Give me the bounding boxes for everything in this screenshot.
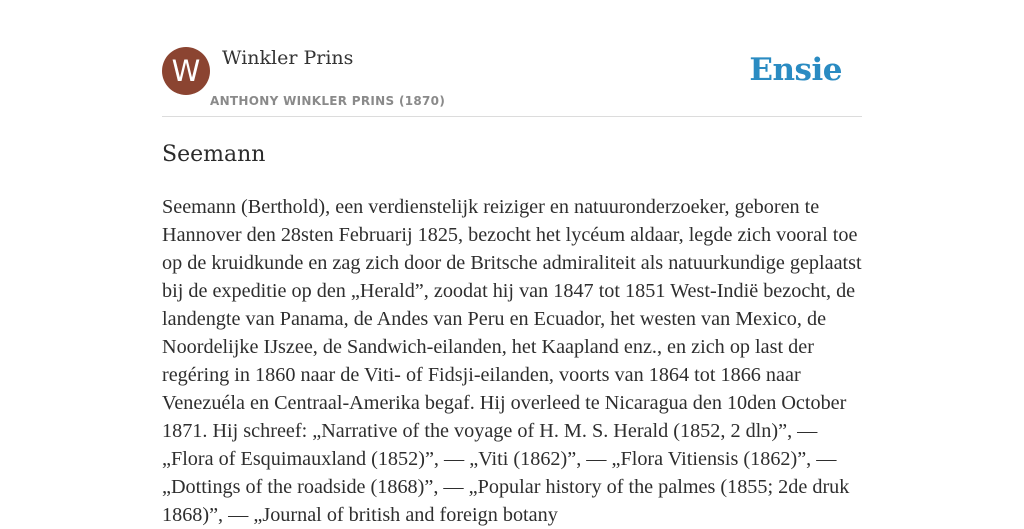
brand-logo-link[interactable]: Ensie xyxy=(749,52,842,88)
source-avatar[interactable]: W xyxy=(162,47,210,95)
article-body: Seemann (Berthold), een verdienstelijk reiziger en natuuronderzoeker, geboren te Hannover den 28sten Februarij 1825, bezocht het lycéum aldaar, legde zich vooral toe op de kruidkunde en zag zich door de Britsche admiraliteit als natuurkundige geplaatst bij de expeditie op den „Herald”, zoodat hij van 1847 tot 1851 West-Indië bezocht, de landengte van Panama, de Andes van Peru en Ecuador, het westen van Mexico, de Noordelijke IJszee, de Sandwich-eilanden, het Kaapland enz., en zich op last der regéring in 1860 naar de Viti- of Fidsji-eilanden, voorts van 1864 tot 1866 naar Venezuéla en Centraal-Amerika begaf. Hij overleed te Nicaragua den 10den October 1871. Hij schreef: „Narrative of the voyage of H. M. S. Herald (1852, 2 dln)”, — „Flora of Esquimauxland (1852)”, — „Viti (1862)”, — „Flora Vitiensis (1862)”, — „Dottings of the roadside (1868)”, — „Popular history of the palmes (1855; 2de druk 1868)”, — „Journal of british and foreign botany xyxy=(162,196,862,526)
source-header xyxy=(162,46,862,117)
article-title: Seemann xyxy=(162,142,266,167)
source-subtitle: ANTHONY WINKLER PRINS (1870) xyxy=(210,94,446,108)
source-name-link[interactable]: Winkler Prins xyxy=(222,47,354,69)
